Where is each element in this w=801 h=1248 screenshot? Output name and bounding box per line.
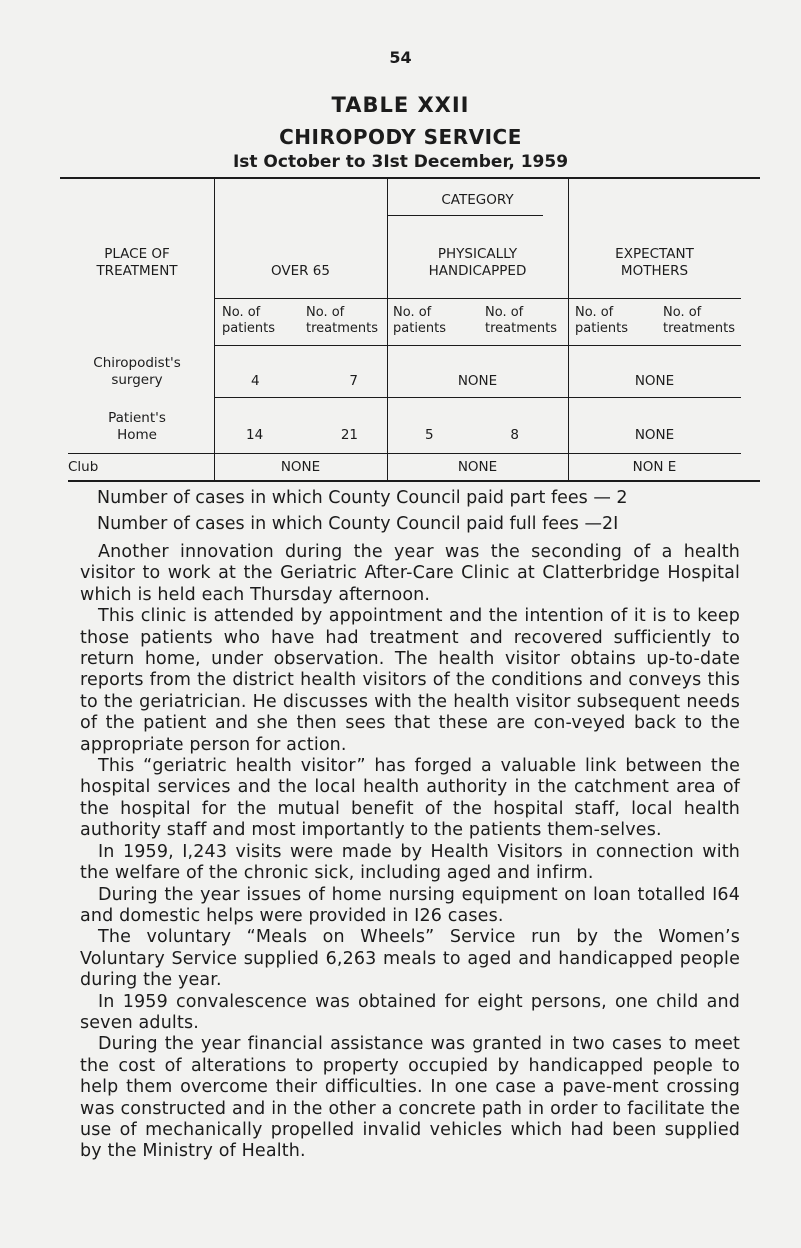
row-mothers-value: NONE — [634, 427, 675, 443]
over65-subheader: No. of patients No. of treatments — [222, 305, 378, 336]
row-mothers-value: NONE — [634, 373, 675, 389]
row-mothers-value: NON E — [632, 459, 677, 475]
mothers-header: EXPECTANT MOTHERS — [615, 246, 694, 279]
paragraph: Another innovation during the year was the seconding of a health visitor to work at the Geriatric After-Care Clinic at Clatterbridge Hospital which is held each Thursday afternoon. — [80, 542, 740, 605]
handicapped-header: PHYSICALLY HANDICAPPED — [428, 246, 527, 279]
row-over65-values: 14 21 — [246, 427, 358, 443]
paragraph: In 1959 convalescence was obtained for eight persons, one child and seven adults. — [80, 991, 740, 1033]
row2-rule — [68, 453, 741, 454]
full-fees-line: Number of cases in which County Council paid full fees —2I — [97, 514, 619, 534]
row-place: Patient's Home — [108, 410, 166, 443]
table-dates: Ist October to 3Ist December, 1959 — [232, 152, 569, 172]
table-bottom-rule — [68, 480, 760, 482]
body-text — [80, 542, 740, 1163]
over65-header: OVER 65 — [270, 263, 330, 279]
part-fees-line: Number of cases in which County Council paid part fees — 2 — [97, 488, 628, 508]
paragraph: During the year issues of home nursing equipment on loan totalled I64 and domestic helps were provided in I26 cases. — [80, 884, 740, 926]
header-rule — [214, 298, 741, 299]
handicapped-subheader: No. of patients No. of treatments — [393, 305, 557, 336]
row-place: Club — [68, 459, 99, 475]
paragraph: In 1959, I,243 visits were made by Health Visitors in connection with the welfare of the chronic sick, including aged and infirm. — [80, 841, 740, 884]
row1-rule — [214, 397, 741, 398]
table-title: TABLE XXII — [331, 93, 470, 117]
row-over65-values: 4 7 — [251, 373, 358, 389]
paragraph: During the year financial assistance was granted in two cases to meet the cost of alterations to property occupied by handicapped people to help them overcome their difficulties. In one case a pave-ment crossing was constructed and in the other a concrete path in order to facilitate the use of mechanically propelled invalid vehicles which had been supplied by the Ministry of Health. — [80, 1034, 740, 1162]
page-number: 54 — [389, 48, 412, 67]
row-handicapped-value: NONE — [457, 373, 498, 389]
subheader-rule — [214, 345, 741, 346]
col-divider-1 — [214, 178, 215, 481]
paragraph: The voluntary “Meals on Wheels” Service run by the Women’s Voluntary Service supplied 6,263 meals to aged and handicapped people during the year. — [80, 927, 740, 991]
paragraph: This clinic is attended by appointment and the intention of it is to keep those patients who have had treatment and recovered sufficiently to return home, under observation. The health visitor obtains up-to-date reports from the district health visitors of the conditions and conveys this to the geriatrician. He discusses with the health visitor subsequent needs of the patient and she then sees that these are con-veyed back to the appropriate person for action. — [80, 606, 740, 755]
row-place: Chiropodist's surgery — [93, 355, 181, 388]
row-over65-value: NONE — [280, 459, 321, 475]
category-label: CATEGORY — [441, 192, 514, 208]
mothers-subheader: No. of patients No. of treatments — [575, 305, 735, 336]
place-header: PLACE OF TREATMENT — [96, 246, 178, 279]
row-handicapped-values: 5 8 — [425, 427, 519, 443]
table-subtitle: CHIROPODY SERVICE — [279, 125, 522, 149]
col-divider-2 — [387, 178, 388, 481]
paragraph: This “geriatric health visitor” has forged a valuable link between the hospital services and the local health authority in the catchment area of the hospital for the mutual benefit of the hospital staff, local health authority staff and most importantly to the patients them-selves. — [80, 756, 740, 841]
table-top-rule — [60, 177, 760, 179]
category-rule — [387, 215, 543, 216]
row-handicapped-value: NONE — [457, 459, 498, 475]
